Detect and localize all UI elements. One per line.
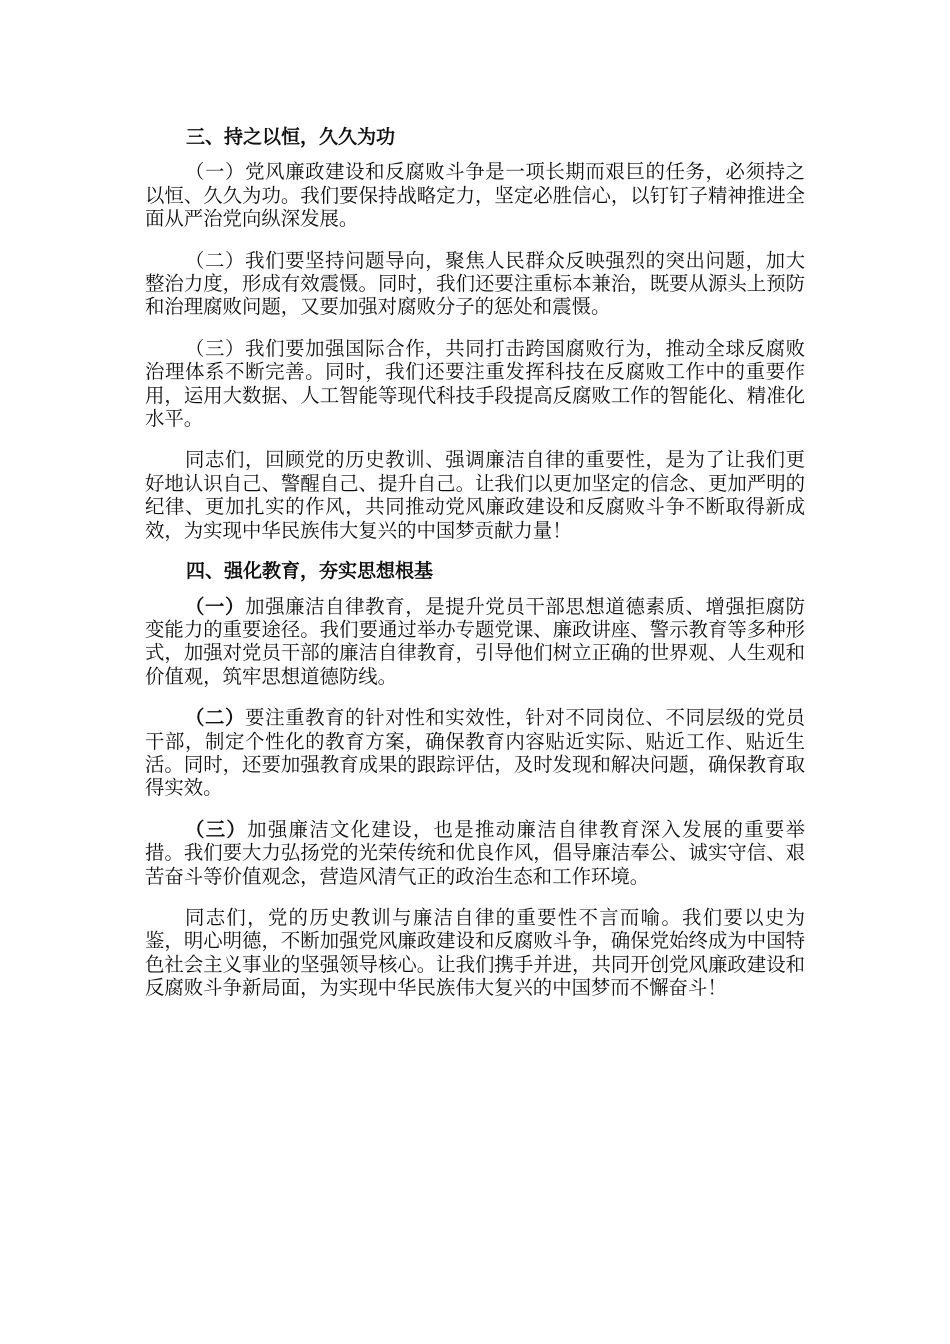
paragraph-text: 要注重教育的针对性和实效性，针对不同岗位、不同层级的党员干部，制定个性化的教育方案，确保教育内容贴近实际、贴近工作、贴近生活。同时，还要加强教育成果的跟踪评估，及时发现和解决问题，确保教育取得实效。 [145,706,806,800]
paragraph-marker: （一） [185,594,246,618]
paragraph [145,249,805,319]
paragraph [145,818,805,888]
paragraph [145,160,805,230]
paragraph-marker: （三） [185,336,246,360]
paragraph-text: 同志们，回顾党的历史教训、强调廉洁自律的重要性，是为了让我们更好地认识自己、警醒自己、提升自己。让我们以更加坚定的信念、更加严明的纪律、更加扎实的作风，共同推动党风廉政建设和反腐败斗争不断取得新成效，为实现中华民族伟大复兴的中国梦贡献力量！ [145,448,805,542]
paragraph [145,906,805,1000]
paragraph [145,448,805,542]
paragraph-text: 党风廉政建设和反腐败斗争是一项长期而艰巨的任务，必须持之以恒、久久为功。我们要保持战略定力，坚定必胜信心，以钉钉子精神推进全面从严治党向纵深发展。 [145,160,806,231]
paragraph-marker: （一） [185,160,246,184]
paragraph-marker: （三） [185,817,248,841]
paragraph [145,706,805,800]
paragraph-text: 我们要坚持问题导向，聚焦人民群众反映强烈的突出问题，加大整治力度，形成有效震慑。同时，我们还要注重标本兼治，既要从源头上预防和治理腐败问题，又要加强对腐败分子的惩处和震慑。 [145,248,806,319]
document-page [145,126,805,1018]
paragraph-text: 加强廉洁自律教育，是提升党员干部思想道德素质、增强拒腐防变能力的重要途径。我们要通过举办专题党课、廉政讲座、警示教育等多种形式，加强对党员干部的廉洁自律教育，引导他们树立正确的世界观、人生观和价值观，筑牢思想道德防线。 [145,594,806,688]
paragraph-text: 我们要加强国际合作，共同打击跨国腐败行为，推动全球反腐败治理体系不断完善。同时，我们还要注重发挥科技在反腐败工作中的重要作用，运用大数据、人工智能等现代科技手段提高反腐败工作的智能化、精准化水平。 [145,336,806,431]
paragraph [145,337,805,431]
section-four [145,560,805,1000]
paragraph-marker: （二） [185,248,246,272]
paragraph-text: 加强廉洁文化建设，也是推动廉洁自律教育深入发展的重要举措。我们要大力弘扬党的光荣传统和优良作风，倡导廉洁奉公、诚实守信、艰苦奋斗等价值观念，营造风清气正的政治生态和工作环境。 [145,817,806,888]
section-heading: 三、持之以恒，久久为功 [186,126,396,148]
paragraph [145,595,805,689]
paragraph-text: 同志们，党的历史教训与廉洁自律的重要性不言而喻。我们要以史为鉴，明心明德，不断加强党风廉政建设和反腐败斗争，确保党始终成为中国特色社会主义事业的坚强领导核心。让我们携手并进，共同开创党风廉政建设和反腐败斗争新局面，为实现中华民族伟大复兴的中国梦而不懈奋斗！ [145,905,805,1000]
section-three [145,126,805,542]
section-heading: 四、强化教育，夯实思想根基 [186,560,434,583]
paragraph-marker: （二） [185,706,246,730]
